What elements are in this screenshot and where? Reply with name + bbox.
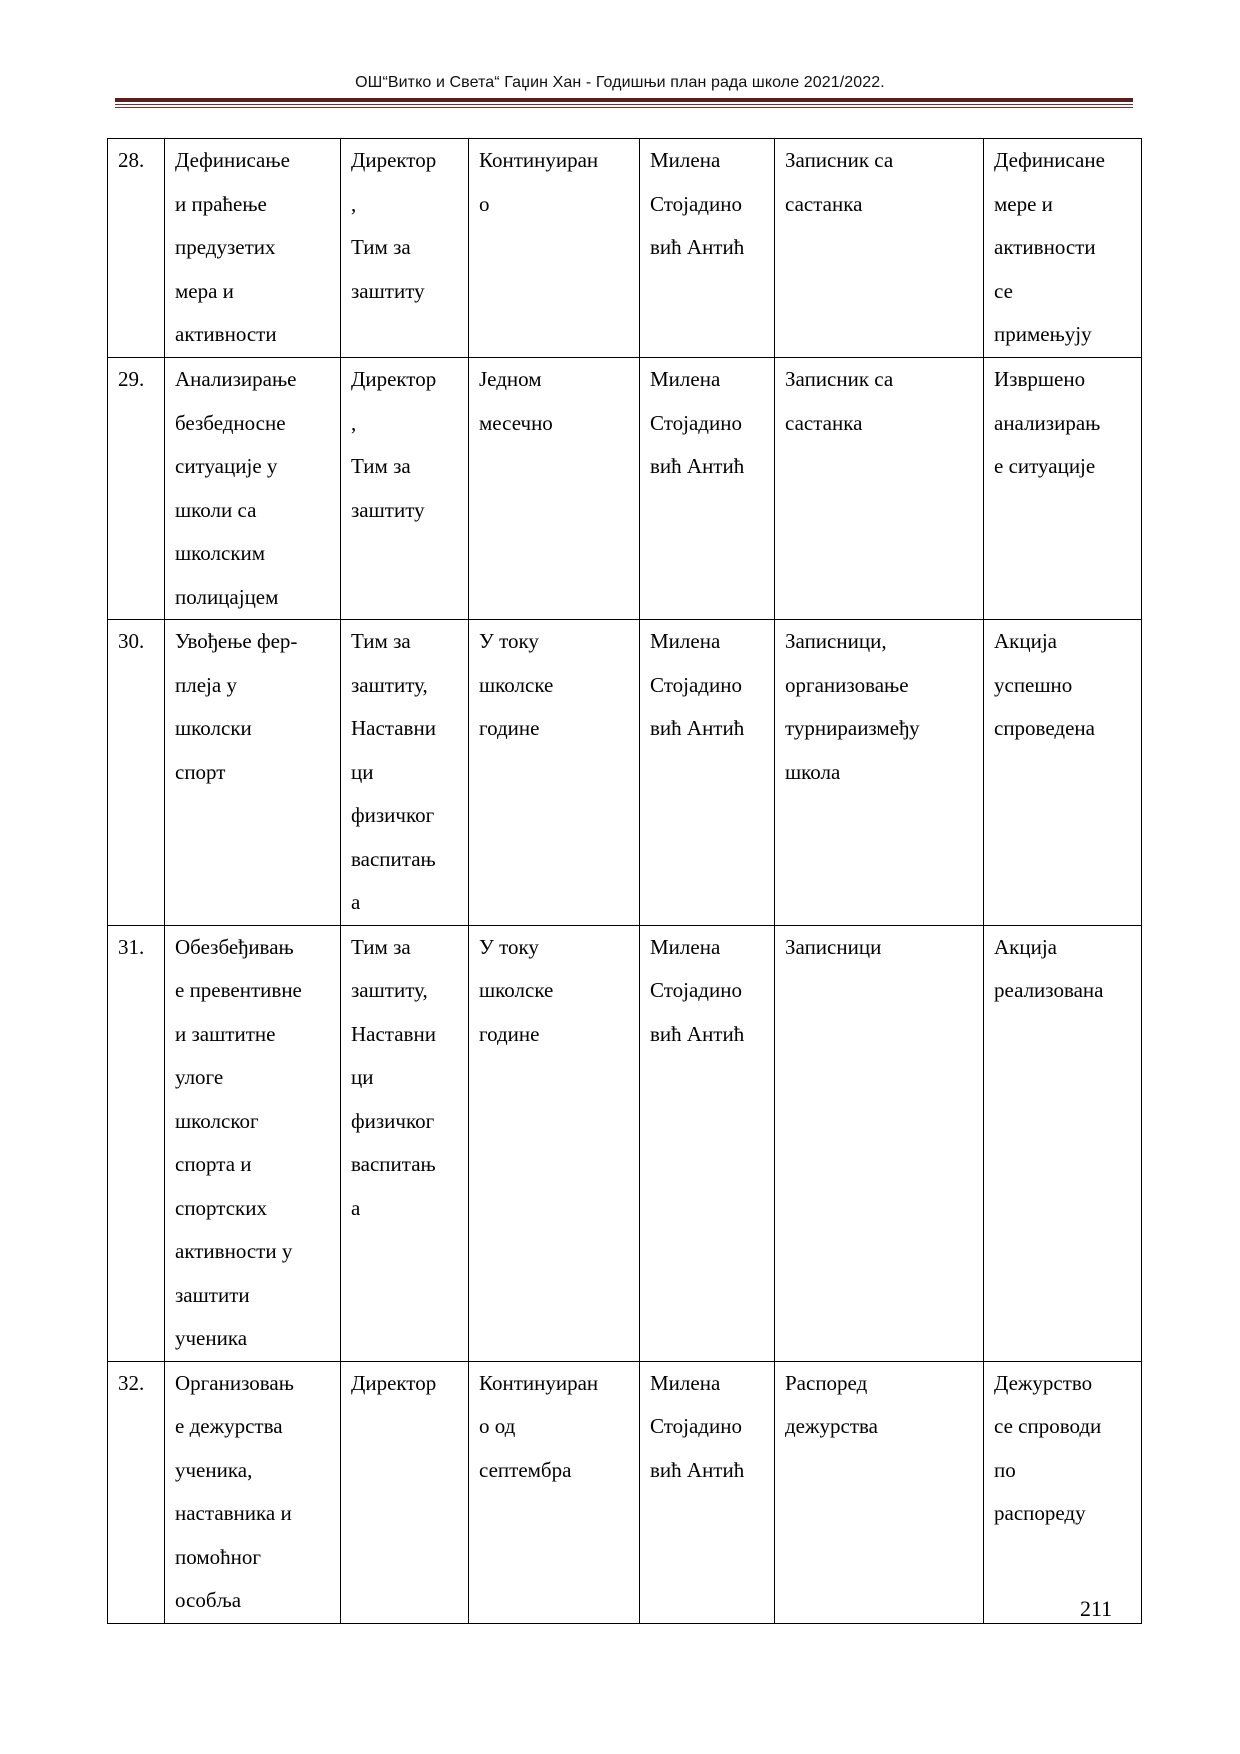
table-row [108,139,1142,358]
evidence-cell: Записник са састанка [775,358,984,620]
time-cell: Једном месечно [469,358,640,620]
activity-cell: Организовањ е дежурства ученика, наставника и помоћног особља [165,1361,341,1623]
header-rule-thin [115,104,1133,105]
time-cell: У току школске године [469,925,640,1361]
header-rule-thick [115,98,1133,102]
person-cell: Милена Стојадино вић Антић [640,139,775,358]
table-row [108,925,1142,1361]
activity-cell: Дефинисање и праћење предузетих мера и активности [165,139,341,358]
person-cell: Милена Стојадино вић Антић [640,1361,775,1623]
table-row [108,1361,1142,1623]
table-row [108,620,1142,926]
result-cell: Дефинисане мере и активности се примењују [984,139,1142,358]
row-number: 30. [108,620,165,926]
row-number: 31. [108,925,165,1361]
activity-table [107,138,1142,1624]
time-cell: Континуиран о од септембра [469,1361,640,1623]
activity-cell: Анализирање безбедносне ситуације у школи са школским полицајцем [165,358,341,620]
row-number: 32. [108,1361,165,1623]
result-cell: Акција реализована [984,925,1142,1361]
responsible-cell: Директор , Тим за заштиту [341,139,469,358]
evidence-cell: Записници [775,925,984,1361]
person-cell: Милена Стојадино вић Антић [640,925,775,1361]
row-number: 28. [108,139,165,358]
activity-cell: Увођење фер- плеја у школски спорт [165,620,341,926]
time-cell: Континуиран о [469,139,640,358]
responsible-cell: Тим за заштиту, Наставни ци физичког васпитањ а [341,925,469,1361]
activity-cell: Обезбеђивањ е превентивне и заштитне улоге школског спорта и спортских активности у заштити ученика [165,925,341,1361]
responsible-cell: Тим за заштиту, Наставни ци физичког васпитањ а [341,620,469,926]
result-cell: Акција успешно спроведена [984,620,1142,926]
document-header-title: ОШ“Витко и Света“ Гаџин Хан - Годишњи план рада школе 2021/2022. [355,74,885,91]
page-number: 211 [1080,1596,1113,1621]
person-cell: Милена Стојадино вић Антић [640,358,775,620]
person-cell: Милена Стојадино вић Антић [640,620,775,926]
evidence-cell: Записници, организовање турнираизмеђу школа [775,620,984,926]
evidence-cell: Записник са састанка [775,139,984,358]
result-cell: Дежурство се спроводи по распореду [984,1361,1142,1623]
time-cell: У току школске године [469,620,640,926]
row-number: 29. [108,358,165,620]
table-row [108,358,1142,620]
evidence-cell: Распоред дежурства [775,1361,984,1623]
result-cell: Извршено анализирањ е ситуације [984,358,1142,620]
responsible-cell: Директор [341,1361,469,1623]
responsible-cell: Директор , Тим за заштиту [341,358,469,620]
header-rule-thin-2 [115,107,1133,108]
